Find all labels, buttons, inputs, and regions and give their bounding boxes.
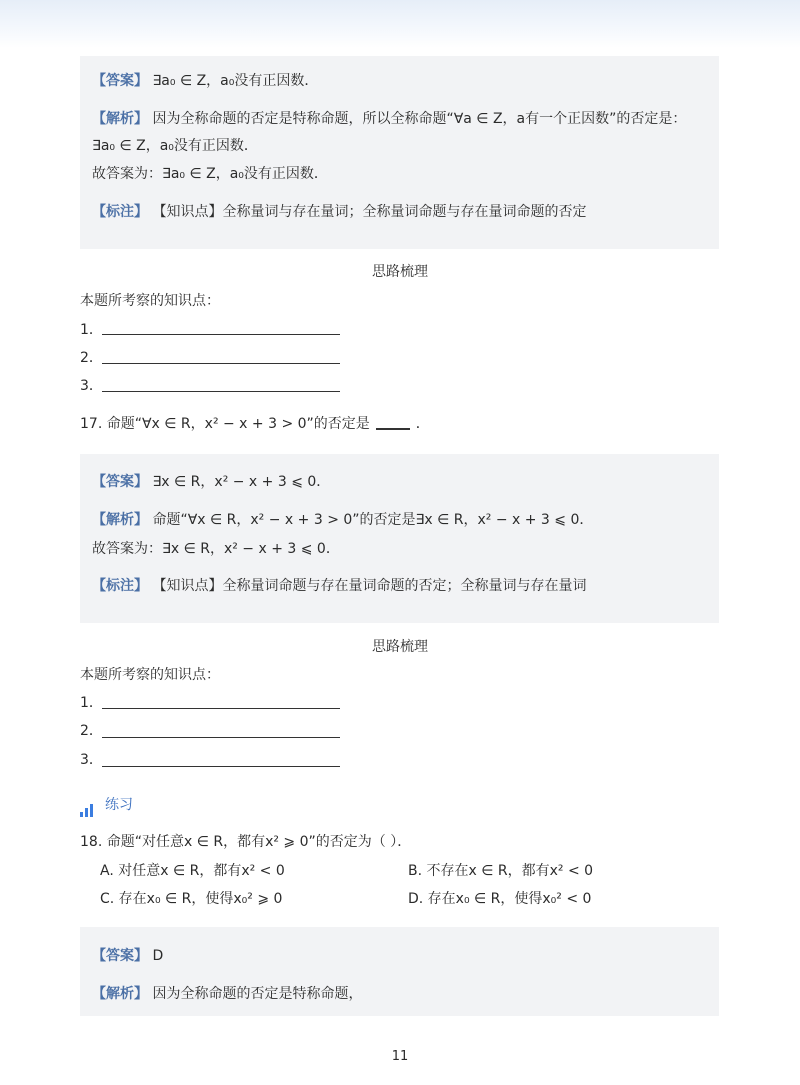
- outline-item-3: 3．: [80, 378, 103, 394]
- analysis-line-16: [92, 109, 686, 129]
- answer-tag: 【答案】: [92, 73, 148, 89]
- practice-title: 练习: [105, 797, 133, 813]
- note-text: 【知识点】全称量词命题与存在量词命题的否定；全称量词与存在量词: [152, 578, 587, 594]
- analysis-tag: 【解析】: [92, 111, 148, 127]
- answer-text: ∃x ∈ R，x² − x + 3 ⩽ 0．: [152, 474, 331, 490]
- answer-line-16: [92, 71, 318, 91]
- page-header-decoration: [0, 0, 800, 48]
- fill-blank-line[interactable]: [102, 334, 340, 335]
- note-text: 【知识点】全称量词与存在量词；全称量词命题与存在量词命题的否定: [152, 204, 587, 220]
- outline-title: 思路梳理: [372, 639, 428, 655]
- analysis-line-16-3: 故答案为：∃a₀ ∈ Z，a₀没有正因数．: [92, 166, 328, 182]
- analysis-text: 因为全称命题的否定是特称命题，所以全称命题“∀a ∈ Z，a有一个正因数”的否定是：: [152, 111, 687, 127]
- fill-blank-line[interactable]: [102, 737, 340, 738]
- analysis-line-17-2: 故答案为：∃x ∈ R，x² − x + 3 ⩽ 0．: [92, 541, 340, 557]
- outline-item-1: 1．: [80, 322, 103, 338]
- signal-bars-icon: [80, 797, 95, 817]
- outline-item-2: 2．: [80, 350, 103, 366]
- fill-blank-line[interactable]: [102, 391, 340, 392]
- outline-intro: 本题所考察的知识点：: [80, 667, 220, 683]
- page-number: 11: [391, 1049, 409, 1064]
- note-tag: 【标注】: [92, 204, 148, 220]
- practice-header: [80, 795, 133, 817]
- question-17-stem: [80, 414, 430, 434]
- answer-blank[interactable]: [376, 428, 410, 430]
- outline-item-3: 3．: [80, 752, 103, 768]
- option-c[interactable]: C. 存在x₀ ∈ R，使得x₀² ⩾ 0: [100, 891, 283, 907]
- answer-line-17: [92, 472, 330, 492]
- answer-text: ∃a₀ ∈ Z，a₀没有正因数．: [152, 73, 319, 89]
- note-line-17: [92, 576, 586, 596]
- question-18-stem: 18. 命题“对任意x ∈ R，都有x² ⩾ 0”的否定为（ ）．: [80, 834, 412, 850]
- outline-item-1: 1．: [80, 695, 103, 711]
- answer-tag: 【答案】: [92, 948, 148, 964]
- note-tag: 【标注】: [92, 578, 148, 594]
- analysis-line-18: [92, 984, 362, 1004]
- fill-blank-line[interactable]: [102, 363, 340, 364]
- outline-intro: 本题所考察的知识点：: [80, 293, 220, 309]
- analysis-line-16-2: ∃a₀ ∈ Z，a₀没有正因数．: [92, 138, 258, 154]
- analysis-text: 因为全称命题的否定是特称命题，: [152, 986, 363, 1002]
- option-d[interactable]: D. 存在x₀ ∈ R，使得x₀² < 0: [408, 891, 592, 907]
- analysis-line-17: [92, 510, 593, 530]
- answer-tag: 【答案】: [92, 474, 148, 490]
- fill-blank-line[interactable]: [102, 708, 340, 709]
- question-text: 17. 命题“∀x ∈ R，x² − x + 3 > 0”的否定是: [80, 416, 370, 432]
- outline-item-2: 2．: [80, 723, 103, 739]
- analysis-text: 命题“∀x ∈ R，x² − x + 3 > 0”的否定是∃x ∈ R，x² − x + 3 ⩽ 0．: [152, 512, 594, 528]
- note-line-16: [92, 202, 586, 222]
- option-a[interactable]: A. 对任意x ∈ R，都有x² < 0: [100, 863, 285, 879]
- question-end: ．: [415, 416, 430, 432]
- fill-blank-line[interactable]: [102, 766, 340, 767]
- outline-title: 思路梳理: [372, 264, 428, 280]
- option-b[interactable]: B. 不存在x ∈ R，都有x² < 0: [408, 863, 594, 879]
- answer-line-18: [92, 946, 163, 966]
- analysis-tag: 【解析】: [92, 512, 148, 528]
- answer-text: D: [152, 948, 164, 964]
- analysis-tag: 【解析】: [92, 986, 148, 1002]
